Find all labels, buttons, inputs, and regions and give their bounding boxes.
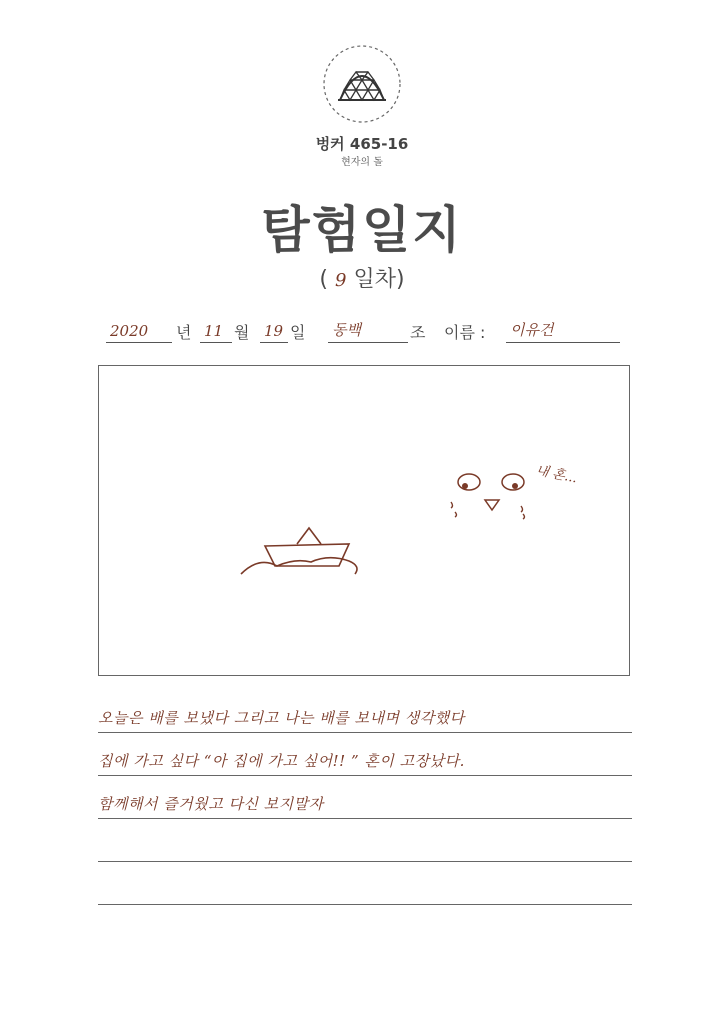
day-open-paren: ( (319, 267, 329, 292)
journal-lines (98, 690, 632, 905)
month-label: 월 (234, 323, 250, 342)
journal-line-text: 집에 가고 싶다 “아 집에 가고 싶어!! ” 혼이 고장났다. (98, 752, 465, 770)
name-value: 이유건 (510, 321, 554, 339)
meta-row (0, 318, 724, 348)
journal-line[interactable] (98, 776, 632, 819)
team-value: 동백 (332, 321, 361, 339)
month-value: 11 (204, 322, 224, 340)
bunker-subtitle: 현자의 돌 (341, 157, 383, 168)
hand-drawing (99, 366, 631, 677)
year-label: 년 (176, 323, 192, 342)
year-field[interactable] (106, 318, 172, 343)
boat-hull-drawing (265, 544, 349, 566)
day-field[interactable] (260, 318, 288, 343)
journal-line[interactable] (98, 862, 632, 905)
name-label: 이름 : (444, 323, 486, 342)
mouth-drawing (485, 500, 499, 510)
journal-line-text: 오늘은 배를 보냈다 그리고 나는 배를 보내며 생각했다 (98, 709, 465, 727)
year-value: 2020 (110, 322, 149, 340)
face-caption: 내 혼... (534, 463, 579, 487)
day-number: 9 (335, 270, 347, 291)
team-field[interactable] (328, 318, 408, 343)
bunker-title: 벙커 465-16 (315, 135, 409, 153)
drawing-area[interactable] (98, 365, 630, 676)
day-value: 19 (264, 322, 284, 340)
geodesic-dome-icon (320, 42, 404, 126)
day-label: 일 (290, 323, 306, 342)
month-field[interactable] (200, 318, 232, 343)
boat-sail-drawing (297, 528, 321, 544)
bunker-logo (320, 42, 404, 126)
name-field[interactable] (506, 318, 620, 343)
day-counter (0, 262, 724, 293)
journal-line[interactable] (98, 690, 632, 733)
journal-line-text: 함께해서 즐거웠고 다신 보지말자 (98, 795, 324, 813)
journal-line[interactable] (98, 819, 632, 862)
left-eye-drawing (458, 474, 480, 490)
team-label: 조 (410, 323, 426, 342)
journal-line[interactable] (98, 733, 632, 776)
page-title: 탐험일지 (261, 201, 463, 259)
day-label: 일차) (353, 267, 405, 292)
